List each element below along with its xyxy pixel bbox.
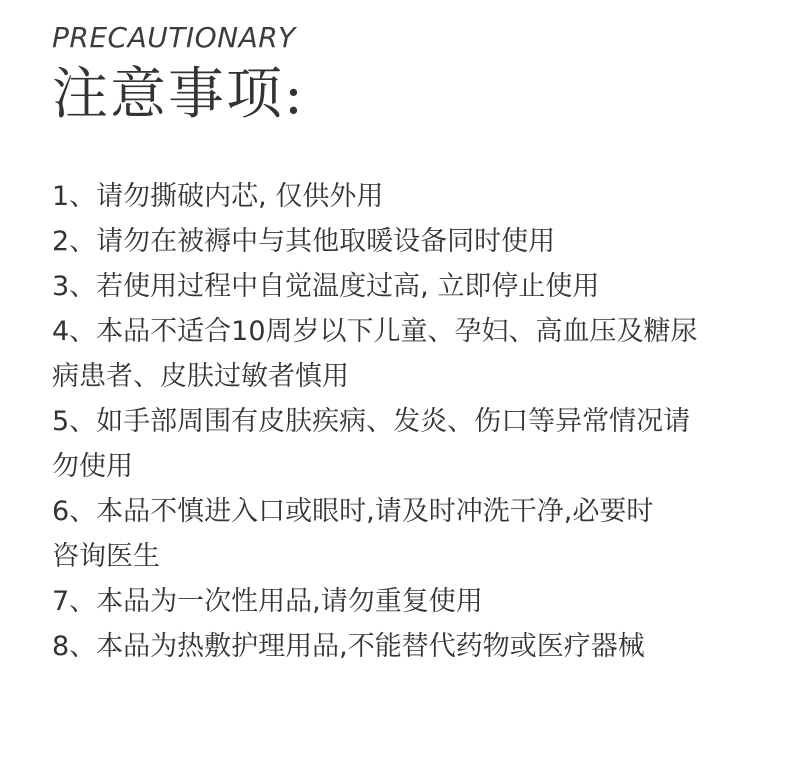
- section-title: 注意事项:: [52, 62, 305, 127]
- list-line: 咨询医生: [52, 541, 160, 572]
- list-line: 2、请勿在被褥中与其他取暖设备同时使用: [52, 226, 556, 257]
- list-line: 勿使用: [52, 451, 133, 482]
- list-line: 4、本品不适合10周岁以下儿童、孕妇、高血压及糖尿: [52, 316, 698, 347]
- list-line: 6、本品不慎进入口或眼时,请及时冲洗干净,必要时: [52, 496, 654, 527]
- precautions-list: [52, 174, 752, 669]
- list-line: 病患者、皮肤过敏者慎用: [52, 361, 349, 392]
- list-line: 1、请勿撕破内芯, 仅供外用: [52, 181, 384, 212]
- list-line: 5、如手部周围有皮肤疾病、发炎、伤口等异常情况请: [52, 406, 691, 437]
- list-line: 8、本品为热敷护理用品,不能替代药物或医疗器械: [52, 631, 645, 662]
- list-line: 3、若使用过程中自觉温度过高, 立即停止使用: [52, 271, 600, 302]
- list-line: 7、本品为一次性用品,请勿重复使用: [52, 586, 483, 617]
- section-subtitle: PRECAUTIONARY: [52, 21, 296, 54]
